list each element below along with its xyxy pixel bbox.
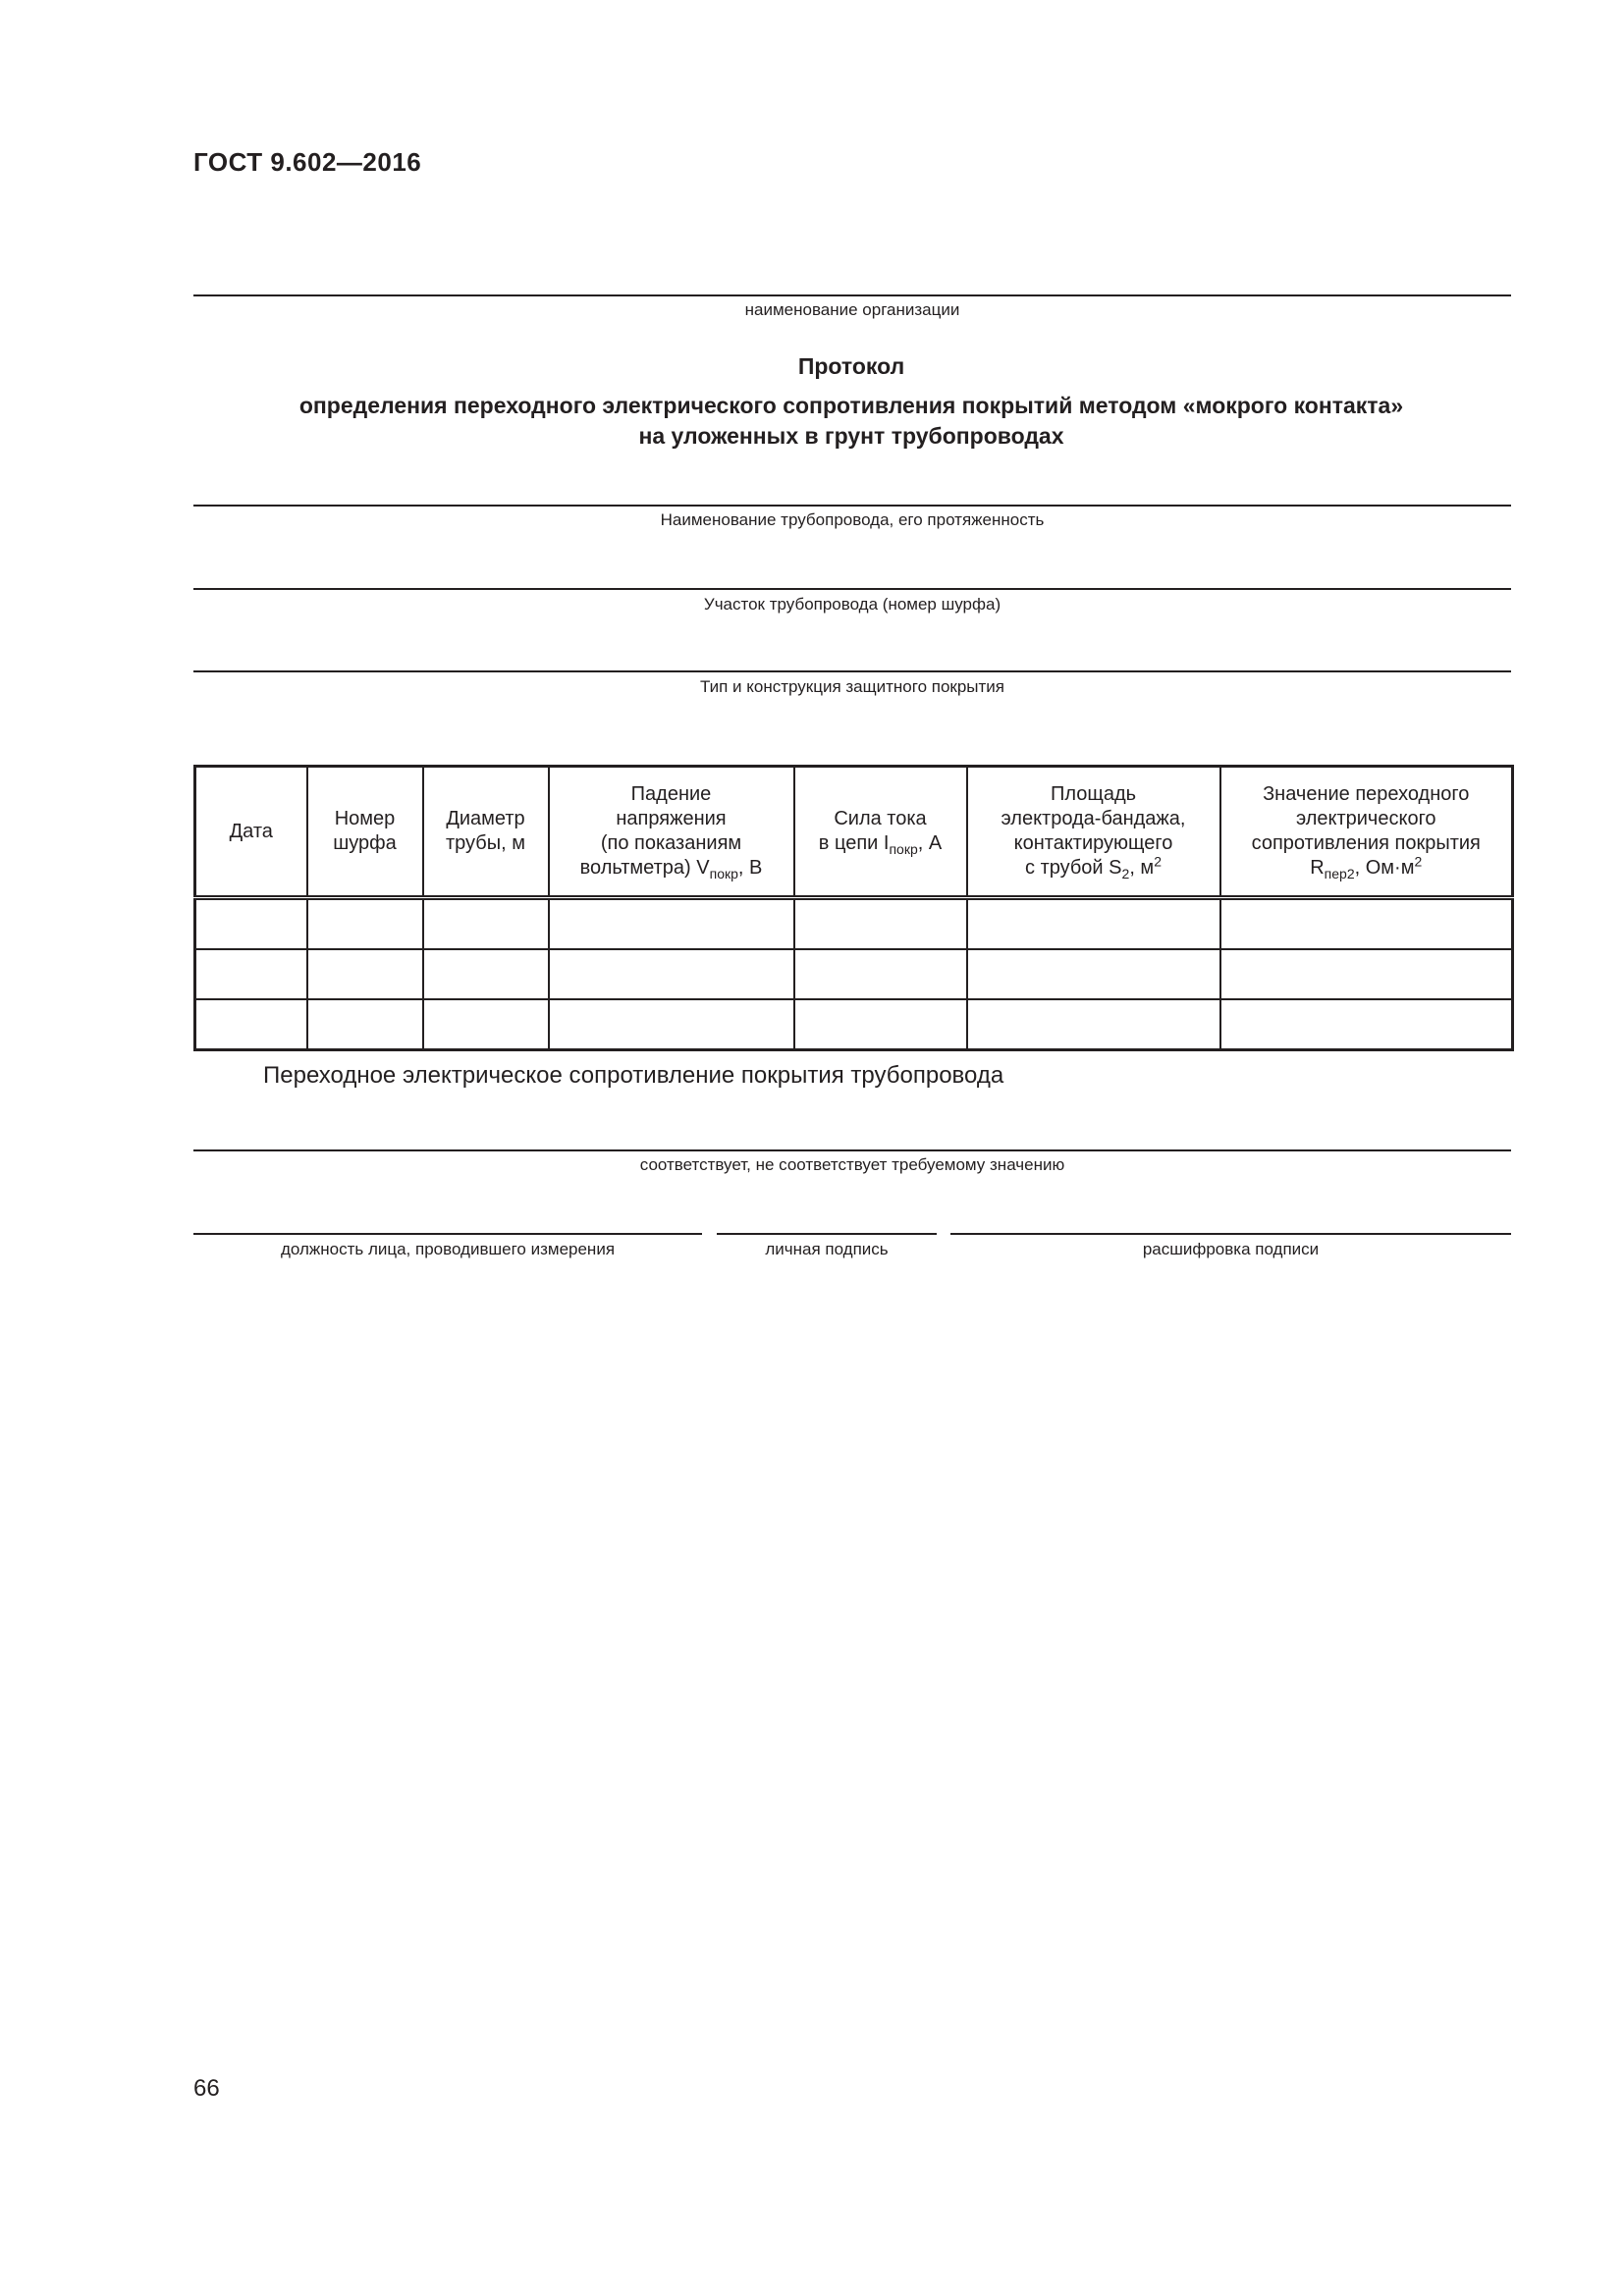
- table-cell[interactable]: [307, 949, 423, 999]
- pipeline-section-caption: Участок трубопровода (номер шурфа): [703, 595, 1001, 614]
- table-cell[interactable]: [1220, 898, 1513, 950]
- table-cell[interactable]: [549, 999, 794, 1050]
- decoding-line[interactable]: [950, 1233, 1511, 1235]
- coating-type-caption: Тип и конструкция защитного покрытия: [699, 677, 1005, 696]
- organization-caption: наименование организации: [744, 300, 960, 319]
- measurement-table: [193, 765, 1514, 1051]
- table-cell[interactable]: [307, 898, 423, 950]
- organization-line[interactable]: [193, 294, 1511, 296]
- table-row: [195, 949, 1513, 999]
- protocol-title: [193, 391, 1509, 452]
- table-cell[interactable]: [794, 999, 967, 1050]
- protocol-title-line2: на уложенных в грунт трубопроводах: [638, 423, 1064, 449]
- conclusion-text: Переходное электрическое сопротивление покрытия трубопровода: [263, 1062, 1004, 1089]
- table-cell[interactable]: [1220, 949, 1513, 999]
- position-line[interactable]: [193, 1233, 702, 1235]
- table-cell[interactable]: [967, 999, 1220, 1050]
- table-cell[interactable]: [307, 999, 423, 1050]
- table-cell[interactable]: [195, 898, 307, 950]
- table-cell[interactable]: [549, 949, 794, 999]
- table-row: [195, 898, 1513, 950]
- table-cell[interactable]: [423, 999, 549, 1050]
- pipeline-name-caption: Наименование трубопровода, его протяженность: [660, 510, 1045, 529]
- protocol-heading: Протокол: [797, 353, 905, 379]
- table-header-row: [195, 767, 1513, 898]
- standard-number: ГОСТ 9.602—2016: [193, 147, 422, 177]
- table-cell[interactable]: [549, 898, 794, 950]
- table-cell[interactable]: [1220, 999, 1513, 1050]
- protocol-title-line1: определения переходного электрического сопротивления покрытий методом «мокрого контакта»: [298, 393, 1404, 418]
- decoding-caption: расшифровка подписи: [1142, 1240, 1320, 1258]
- table-cell[interactable]: [967, 898, 1220, 950]
- table-cell[interactable]: [195, 999, 307, 1050]
- col-header-pipe-diameter: Диаметр трубы, м: [423, 767, 549, 898]
- coating-type-line[interactable]: [193, 670, 1511, 672]
- pipeline-name-line[interactable]: [193, 505, 1511, 507]
- table-cell[interactable]: [195, 949, 307, 999]
- table-cell[interactable]: [967, 949, 1220, 999]
- table-row: [195, 999, 1513, 1050]
- signature-line[interactable]: [717, 1233, 937, 1235]
- conclusion-caption: соответствует, не соответствует требуемому значению: [639, 1155, 1065, 1174]
- position-caption: должность лица, проводившего измерения: [280, 1240, 616, 1258]
- col-header-date: Дата: [195, 767, 307, 898]
- pipeline-section-line[interactable]: [193, 588, 1511, 590]
- table-cell[interactable]: [794, 898, 967, 950]
- col-header-electrode-area: Площадь электрода-бандажа, контактирующего с трубой $S_2$, $м^2$: [967, 767, 1220, 898]
- table-cell[interactable]: [423, 898, 549, 950]
- table-cell[interactable]: [423, 949, 549, 999]
- table-cell[interactable]: [794, 949, 967, 999]
- col-header-pit-number: Номер шурфа: [307, 767, 423, 898]
- page-number: 66: [193, 2075, 220, 2102]
- conclusion-line[interactable]: [193, 1149, 1511, 1151]
- col-header-voltage-drop: Падение напряжения (по показаниям вольтметра) $V_{покр}$, В: [549, 767, 794, 898]
- col-header-current: Сила тока в цепи $I_{покр}$, А: [794, 767, 967, 898]
- signature-caption: личная подпись: [765, 1240, 889, 1258]
- col-header-resistance: Значение переходного электрического сопротивления покрытия $R_{пер2}$, $Ом\cdot м^2$: [1220, 767, 1513, 898]
